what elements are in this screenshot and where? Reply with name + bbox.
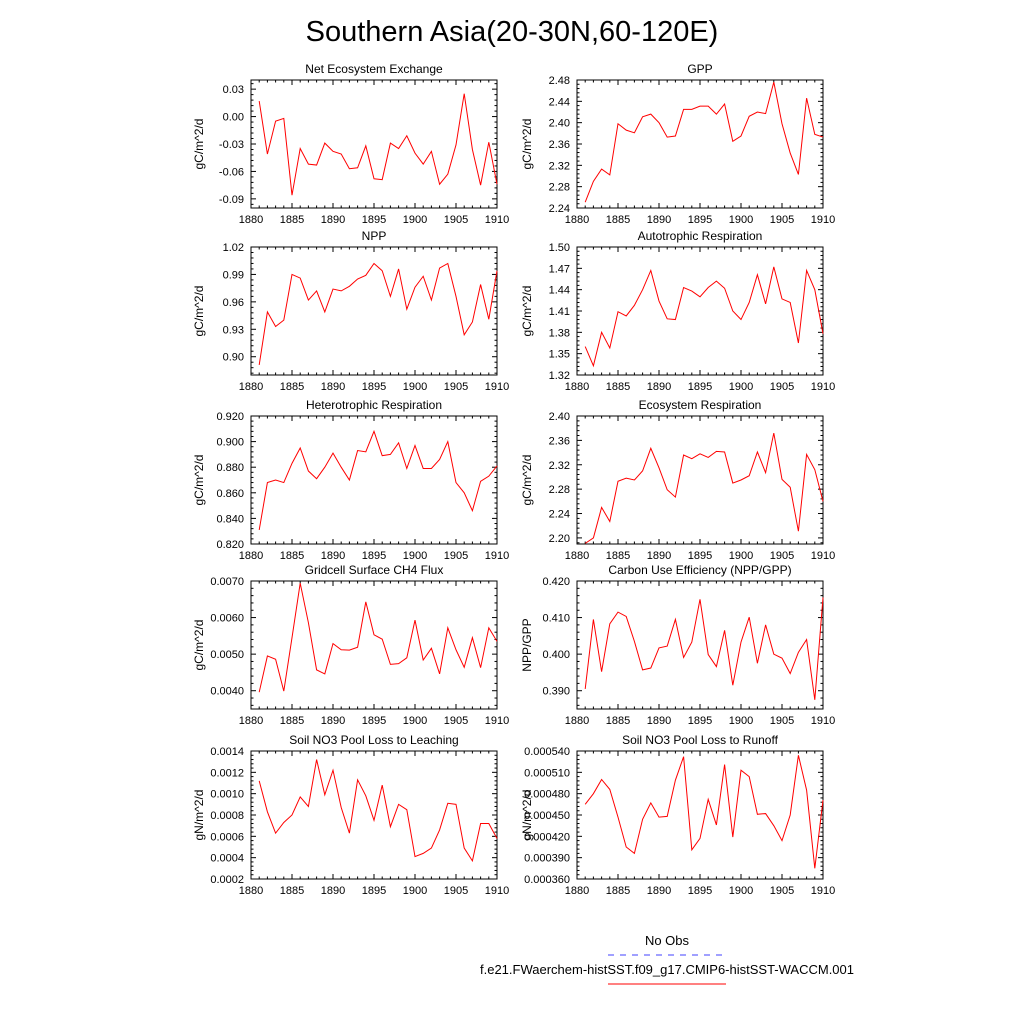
panel-title: Soil NO3 Pool Loss to Leaching: [289, 733, 459, 747]
y-tick-label: 0.860: [216, 487, 244, 500]
x-tick-label: 1895: [687, 381, 713, 393]
panel-gpp: [520, 62, 835, 226]
legend: [480, 933, 854, 984]
x-tick-label: 1890: [646, 550, 672, 562]
y-tick-label: 0.0008: [210, 810, 244, 822]
x-tick-label: 1895: [361, 214, 387, 226]
x-tick-label: 1880: [564, 715, 590, 727]
y-tick-label: 0.0060: [210, 612, 244, 625]
panel-grid: [192, 62, 835, 897]
panel-npp: [192, 229, 509, 393]
series-line: [259, 583, 497, 692]
x-tick-label: 1895: [687, 885, 713, 897]
x-tick-label: 1905: [443, 715, 469, 727]
y-tick-label: 0.400: [542, 649, 570, 662]
x-tick-label: 1910: [484, 214, 510, 226]
x-tick-label: 1890: [320, 715, 346, 727]
x-tick-label: 1885: [605, 381, 631, 393]
y-axis-label: gN/m^2/d: [520, 789, 534, 841]
x-tick-label: 1885: [279, 715, 305, 727]
y-tick-label: 0.0070: [210, 576, 244, 588]
x-tick-label: 1905: [443, 885, 469, 897]
panel-soil-no3-pool-loss-to-runoff: [520, 733, 835, 897]
y-tick-label: 0.90: [222, 351, 244, 364]
x-tick-label: 1895: [361, 715, 387, 727]
series-line: [585, 597, 823, 699]
series-line: [259, 431, 497, 530]
panel-soil-no3-pool-loss-to-leaching-frame: [251, 751, 497, 879]
y-tick-label: 2.28: [548, 484, 570, 497]
x-tick-label: 1890: [320, 381, 346, 393]
x-tick-label: 1880: [238, 550, 264, 562]
x-tick-label: 1880: [238, 885, 264, 897]
panel-title: Carbon Use Efficiency (NPP/GPP): [608, 563, 792, 577]
y-tick-label: 0.390: [542, 685, 570, 698]
x-tick-label: 1880: [564, 550, 590, 562]
panel-title: Net Ecosystem Exchange: [305, 62, 443, 76]
x-tick-label: 1900: [728, 885, 754, 897]
y-tick-label: -0.09: [218, 193, 244, 206]
x-tick-label: 1910: [810, 715, 836, 727]
x-tick-label: 1885: [279, 381, 305, 393]
series-line: [259, 94, 497, 195]
y-tick-label: 0.920: [216, 411, 244, 423]
x-tick-label: 1890: [646, 381, 672, 393]
x-tick-label: 1895: [687, 550, 713, 562]
x-tick-label: 1910: [810, 885, 836, 897]
y-tick-label: 1.38: [548, 327, 570, 340]
x-tick-label: 1880: [238, 715, 264, 727]
y-tick-label: 2.24: [548, 203, 570, 215]
x-tick-label: 1890: [320, 885, 346, 897]
panel-npp-frame: [251, 247, 497, 375]
y-tick-label: -0.06: [218, 166, 244, 179]
panel-net-ecosystem-exchange-frame: [251, 80, 497, 208]
series-line: [585, 433, 823, 543]
y-tick-label: 2.24: [548, 508, 570, 521]
y-tick-label: 1.44: [548, 284, 570, 297]
x-tick-label: 1885: [279, 885, 305, 897]
x-tick-label: 1905: [769, 550, 795, 562]
y-tick-label: 0.000540: [524, 746, 570, 758]
x-tick-label: 1895: [361, 550, 387, 562]
y-tick-label: 0.840: [216, 513, 244, 526]
y-tick-label: 2.20: [548, 532, 570, 545]
x-tick-label: 1905: [443, 381, 469, 393]
y-tick-label: 0.0050: [210, 649, 244, 662]
panel-gpp-frame: [577, 80, 823, 208]
x-tick-label: 1910: [484, 715, 510, 727]
y-tick-label: 0.0004: [210, 852, 244, 865]
panel-heterotrophic-respiration-frame: [251, 416, 497, 544]
series-line: [259, 263, 497, 364]
x-tick-label: 1895: [687, 715, 713, 727]
y-tick-label: 2.40: [548, 117, 570, 130]
panel-soil-no3-pool-loss-to-leaching: [192, 733, 509, 897]
x-tick-label: 1880: [564, 214, 590, 226]
x-tick-label: 1900: [402, 381, 428, 393]
x-tick-label: 1890: [646, 214, 672, 226]
panel-net-ecosystem-exchange: [192, 62, 509, 226]
y-tick-label: 0.0002: [210, 874, 244, 886]
panel-soil-no3-pool-loss-to-runoff-frame: [577, 751, 823, 879]
y-axis-label: gC/m^2/d: [192, 285, 206, 337]
y-axis-label: gC/m^2/d: [520, 454, 534, 506]
x-tick-label: 1880: [238, 381, 264, 393]
x-tick-label: 1880: [564, 381, 590, 393]
x-tick-label: 1905: [769, 715, 795, 727]
x-tick-label: 1910: [484, 885, 510, 897]
y-axis-label: gC/m^2/d: [192, 118, 206, 170]
y-tick-label: 0.0010: [210, 788, 244, 801]
y-tick-label: 1.47: [548, 263, 570, 276]
y-tick-label: 1.41: [548, 306, 570, 318]
x-tick-label: 1900: [728, 550, 754, 562]
panel-title: Ecosystem Respiration: [638, 398, 762, 412]
x-tick-label: 1880: [564, 885, 590, 897]
x-tick-label: 1905: [769, 381, 795, 393]
y-tick-label: 1.50: [548, 242, 570, 254]
y-tick-label: 0.93: [222, 324, 244, 337]
y-tick-label: 0.000420: [524, 831, 570, 844]
x-tick-label: 1900: [402, 715, 428, 727]
x-tick-label: 1910: [484, 550, 510, 562]
figure-title: Southern Asia(20-30N,60-120E): [305, 16, 719, 48]
x-tick-label: 1885: [605, 885, 631, 897]
y-tick-label: 2.48: [548, 75, 570, 87]
y-tick-label: 0.00: [222, 111, 244, 124]
y-axis-label: gC/m^2/d: [520, 285, 534, 337]
panel-title: Gridcell Surface CH4 Flux: [304, 563, 444, 577]
y-tick-label: 2.32: [548, 459, 570, 472]
y-tick-label: 0.03: [222, 84, 244, 97]
y-tick-label: 0.000480: [524, 788, 570, 801]
y-tick-label: 0.0040: [210, 685, 244, 698]
y-tick-label: 1.02: [222, 242, 244, 254]
x-tick-label: 1890: [320, 550, 346, 562]
x-tick-label: 1885: [605, 715, 631, 727]
y-tick-label: 0.0006: [210, 831, 244, 844]
x-tick-label: 1910: [810, 381, 836, 393]
panel-title: Soil NO3 Pool Loss to Runoff: [622, 733, 778, 747]
y-tick-label: 0.000510: [524, 767, 570, 780]
series-line: [585, 267, 823, 366]
y-axis-label: gC/m^2/d: [192, 619, 206, 671]
y-tick-label: 0.0014: [210, 746, 244, 758]
y-tick-label: 0.000360: [524, 874, 570, 886]
x-tick-label: 1885: [605, 214, 631, 226]
series-line: [259, 760, 497, 861]
y-tick-label: 0.000390: [524, 852, 570, 865]
x-tick-label: 1890: [646, 715, 672, 727]
panel-title: Autotrophic Respiration: [637, 229, 763, 243]
y-axis-label: gC/m^2/d: [520, 118, 534, 170]
panel-autotrophic-respiration: [520, 229, 835, 393]
y-tick-label: 2.44: [548, 96, 570, 109]
x-tick-label: 1885: [605, 550, 631, 562]
panel-ecosystem-respiration-frame: [577, 416, 823, 544]
x-tick-label: 1885: [279, 550, 305, 562]
x-tick-label: 1900: [402, 885, 428, 897]
x-tick-label: 1895: [687, 214, 713, 226]
y-tick-label: 0.420: [542, 576, 570, 588]
x-tick-label: 1885: [279, 214, 305, 226]
x-tick-label: 1910: [484, 381, 510, 393]
y-axis-label: NPP/GPP: [520, 618, 534, 672]
panel-ecosystem-respiration: [520, 398, 835, 562]
legend-label-obs: No Obs: [644, 933, 690, 948]
x-tick-label: 1910: [810, 214, 836, 226]
x-tick-label: 1895: [361, 381, 387, 393]
series-line: [585, 755, 823, 868]
x-tick-label: 1900: [402, 214, 428, 226]
y-tick-label: 2.36: [548, 435, 570, 448]
y-tick-label: 0.99: [222, 269, 244, 282]
panel-title: NPP: [361, 229, 387, 243]
panel-title: Heterotrophic Respiration: [305, 398, 443, 412]
y-tick-label: 2.36: [548, 139, 570, 151]
y-tick-label: 0.820: [216, 539, 244, 551]
legend-label-model: f.e21.FWaerchem-histSST.f09_g17.CMIP6-histSST-WACCM.001: [480, 962, 854, 977]
x-tick-label: 1910: [810, 550, 836, 562]
y-tick-label: 2.40: [548, 411, 570, 423]
x-tick-label: 1880: [238, 214, 264, 226]
y-tick-label: 0.880: [216, 462, 244, 475]
x-tick-label: 1900: [728, 715, 754, 727]
y-tick-label: 0.0012: [210, 767, 244, 780]
x-tick-label: 1895: [361, 885, 387, 897]
x-tick-label: 1900: [728, 214, 754, 226]
panel-gridcell-surface-ch4-flux: [192, 563, 509, 727]
panel-title: GPP: [687, 62, 713, 76]
y-tick-label: 2.32: [548, 160, 570, 173]
y-tick-label: 0.000450: [524, 810, 570, 822]
y-axis-label: gN/m^2/d: [192, 789, 206, 841]
y-tick-label: 0.900: [216, 436, 244, 449]
x-tick-label: 1900: [728, 381, 754, 393]
y-tick-label: 0.410: [542, 612, 570, 625]
panel-carbon-use-efficiency-npp-gpp: [520, 563, 835, 727]
x-tick-label: 1890: [320, 214, 346, 226]
y-tick-label: -0.03: [218, 139, 244, 151]
panel-heterotrophic-respiration: [192, 398, 509, 562]
x-tick-label: 1890: [646, 885, 672, 897]
x-tick-label: 1900: [402, 550, 428, 562]
x-tick-label: 1905: [443, 214, 469, 226]
y-tick-label: 1.32: [548, 370, 570, 382]
y-axis-label: gC/m^2/d: [192, 454, 206, 506]
x-tick-label: 1905: [769, 885, 795, 897]
x-tick-label: 1905: [443, 550, 469, 562]
y-tick-label: 1.35: [548, 348, 570, 361]
y-tick-label: 2.28: [548, 181, 570, 194]
panel-autotrophic-respiration-frame: [577, 247, 823, 375]
panel-gridcell-surface-ch4-flux-frame: [251, 581, 497, 709]
x-tick-label: 1905: [769, 214, 795, 226]
y-tick-label: 0.96: [222, 296, 244, 309]
series-line: [585, 82, 823, 202]
